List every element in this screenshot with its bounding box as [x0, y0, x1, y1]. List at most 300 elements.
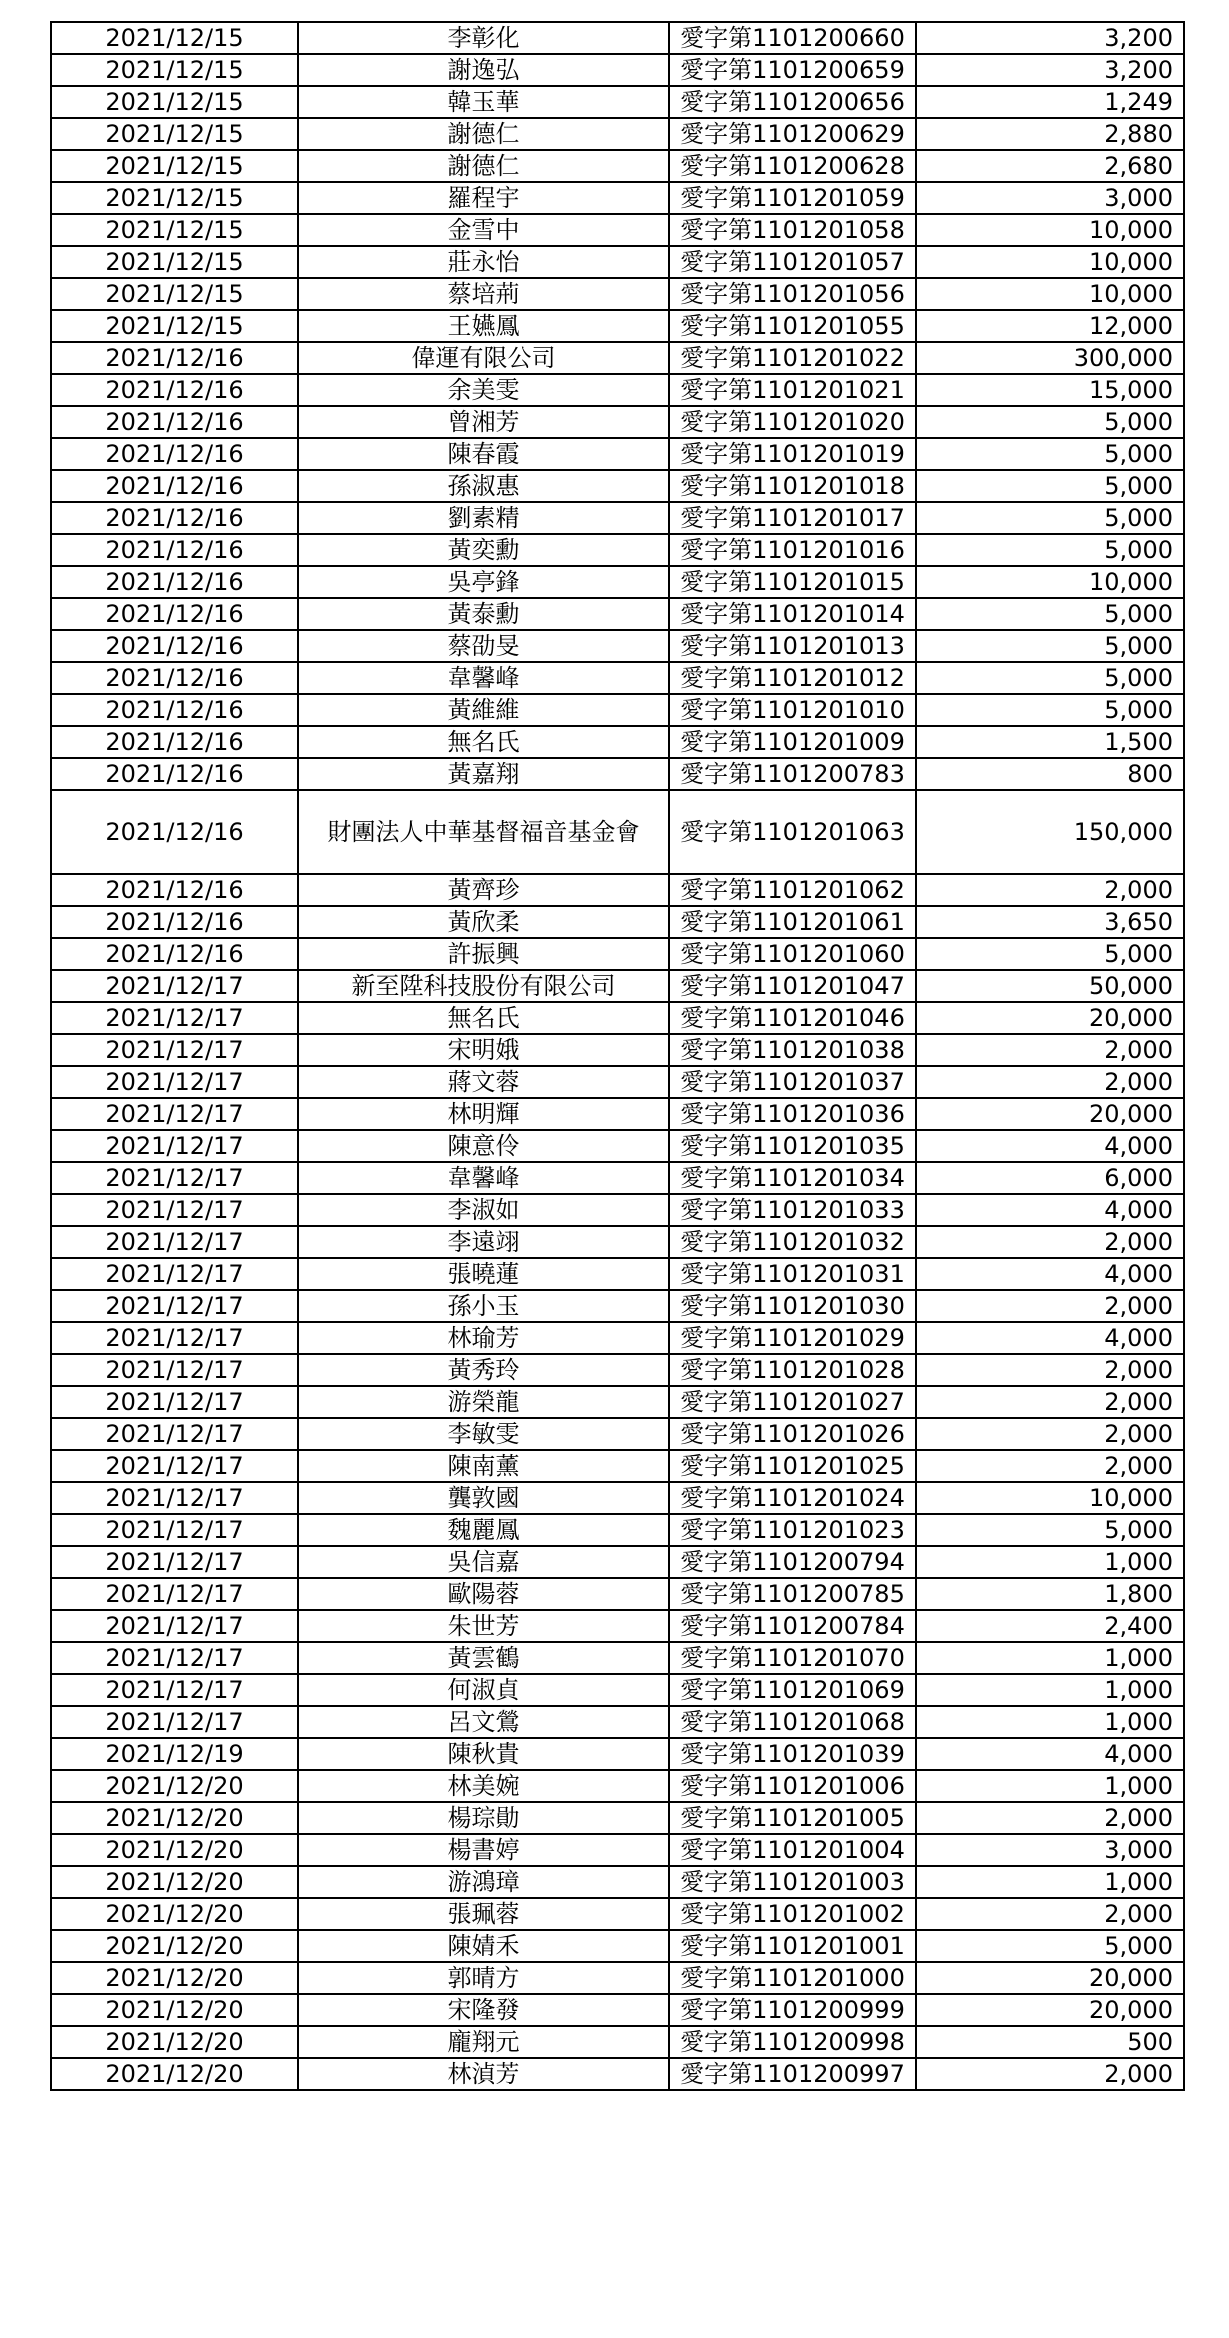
donor-name-cell: 朱世芳 — [298, 1610, 669, 1642]
receipt-number-cell: 愛字第1101201019 — [669, 438, 916, 470]
donor-name-cell: 吳亭鋒 — [298, 566, 669, 598]
donation-date-cell: 2021/12/15 — [51, 86, 298, 118]
donation-amount-cell: 1,000 — [916, 1674, 1184, 1706]
donor-name-cell: 黃泰勳 — [298, 598, 669, 630]
receipt-number-cell: 愛字第1101200660 — [669, 22, 916, 54]
donation-date-cell: 2021/12/15 — [51, 22, 298, 54]
table-row — [51, 278, 1184, 310]
donation-date-cell: 2021/12/20 — [51, 1898, 298, 1930]
donation-amount-cell: 5,000 — [916, 1930, 1184, 1962]
table-row — [51, 470, 1184, 502]
donation-amount-cell: 4,000 — [916, 1194, 1184, 1226]
donation-date-cell: 2021/12/17 — [51, 1034, 298, 1066]
table-row — [51, 1130, 1184, 1162]
donation-amount-cell: 10,000 — [916, 278, 1184, 310]
donation-date-cell: 2021/12/16 — [51, 342, 298, 374]
donation-amount-cell: 2,400 — [916, 1610, 1184, 1642]
table-row — [51, 1450, 1184, 1482]
table-row — [51, 662, 1184, 694]
donation-date-cell: 2021/12/20 — [51, 1834, 298, 1866]
table-row — [51, 1834, 1184, 1866]
donation-amount-cell: 5,000 — [916, 694, 1184, 726]
receipt-number-cell: 愛字第1101201039 — [669, 1738, 916, 1770]
donation-amount-cell: 3,000 — [916, 182, 1184, 214]
table-row — [51, 534, 1184, 566]
donation-amount-cell: 1,000 — [916, 1866, 1184, 1898]
donor-name-cell: 林美婉 — [298, 1770, 669, 1802]
donor-name-cell: 黃雲鶴 — [298, 1642, 669, 1674]
table-row — [51, 970, 1184, 1002]
receipt-number-cell: 愛字第1101201024 — [669, 1482, 916, 1514]
donation-amount-cell: 3,000 — [916, 1834, 1184, 1866]
donor-name-cell: 韓玉華 — [298, 86, 669, 118]
table-row — [51, 1258, 1184, 1290]
receipt-number-cell: 愛字第1101200785 — [669, 1578, 916, 1610]
receipt-number-cell: 愛字第1101201010 — [669, 694, 916, 726]
donor-name-cell: 偉運有限公司 — [298, 342, 669, 374]
table-row — [51, 150, 1184, 182]
donation-date-cell: 2021/12/15 — [51, 278, 298, 310]
donation-date-cell: 2021/12/17 — [51, 1642, 298, 1674]
donor-name-cell: 蔡培荊 — [298, 278, 669, 310]
table-row — [51, 1002, 1184, 1034]
donation-date-cell: 2021/12/17 — [51, 1226, 298, 1258]
donor-name-cell: 何淑貞 — [298, 1674, 669, 1706]
donor-name-cell: 莊永怡 — [298, 246, 669, 278]
donor-name-cell: 蔡劭旻 — [298, 630, 669, 662]
receipt-number-cell: 愛字第1101201035 — [669, 1130, 916, 1162]
donation-date-cell: 2021/12/17 — [51, 1130, 298, 1162]
table-row — [51, 182, 1184, 214]
donor-name-cell: 許振興 — [298, 938, 669, 970]
table-row — [51, 1642, 1184, 1674]
donation-amount-cell: 500 — [916, 2026, 1184, 2058]
table-row — [51, 54, 1184, 86]
donation-amount-cell: 2,000 — [916, 1290, 1184, 1322]
receipt-number-cell: 愛字第1101200783 — [669, 758, 916, 790]
donation-date-cell: 2021/12/16 — [51, 726, 298, 758]
donation-amount-cell: 5,000 — [916, 406, 1184, 438]
donation-date-cell: 2021/12/17 — [51, 1514, 298, 1546]
receipt-number-cell: 愛字第1101201001 — [669, 1930, 916, 1962]
table-row — [51, 1930, 1184, 1962]
donation-amount-cell: 5,000 — [916, 470, 1184, 502]
donation-amount-cell: 5,000 — [916, 938, 1184, 970]
receipt-number-cell: 愛字第1101201030 — [669, 1290, 916, 1322]
table-row — [51, 1418, 1184, 1450]
table-row — [51, 1322, 1184, 1354]
table-row — [51, 1290, 1184, 1322]
receipt-number-cell: 愛字第1101201069 — [669, 1674, 916, 1706]
receipt-number-cell: 愛字第1101201034 — [669, 1162, 916, 1194]
donor-name-cell: 曾湘芳 — [298, 406, 669, 438]
donor-name-cell: 黃欣柔 — [298, 906, 669, 938]
table-row — [51, 758, 1184, 790]
donor-name-cell: 余美雯 — [298, 374, 669, 406]
donation-table — [50, 21, 1185, 2091]
donation-date-cell: 2021/12/20 — [51, 1962, 298, 1994]
table-row — [51, 86, 1184, 118]
donation-amount-cell: 300,000 — [916, 342, 1184, 374]
donation-date-cell: 2021/12/17 — [51, 1418, 298, 1450]
table-row — [51, 1034, 1184, 1066]
donor-name-cell: 張珮蓉 — [298, 1898, 669, 1930]
donation-date-cell: 2021/12/16 — [51, 566, 298, 598]
table-row — [51, 374, 1184, 406]
donation-amount-cell: 4,000 — [916, 1738, 1184, 1770]
receipt-number-cell: 愛字第1101200794 — [669, 1546, 916, 1578]
receipt-number-cell: 愛字第1101201038 — [669, 1034, 916, 1066]
donor-name-cell: 呂文鶯 — [298, 1706, 669, 1738]
donation-date-cell: 2021/12/17 — [51, 1194, 298, 1226]
table-row — [51, 502, 1184, 534]
donation-amount-cell: 2,000 — [916, 2058, 1184, 2090]
donation-amount-cell: 20,000 — [916, 1002, 1184, 1034]
receipt-number-cell: 愛字第1101201032 — [669, 1226, 916, 1258]
donor-name-cell: 李敏雯 — [298, 1418, 669, 1450]
donation-date-cell: 2021/12/16 — [51, 630, 298, 662]
receipt-number-cell: 愛字第1101200784 — [669, 1610, 916, 1642]
donation-amount-cell: 50,000 — [916, 970, 1184, 1002]
donation-date-cell: 2021/12/16 — [51, 938, 298, 970]
donation-amount-cell: 4,000 — [916, 1258, 1184, 1290]
donation-amount-cell: 5,000 — [916, 502, 1184, 534]
table-row — [51, 438, 1184, 470]
donor-name-cell: 黃嘉翔 — [298, 758, 669, 790]
receipt-number-cell: 愛字第1101201000 — [669, 1962, 916, 1994]
receipt-number-cell: 愛字第1101201003 — [669, 1866, 916, 1898]
donation-amount-cell: 2,680 — [916, 150, 1184, 182]
donor-name-cell: 郭晴方 — [298, 1962, 669, 1994]
donor-name-cell: 孫小玉 — [298, 1290, 669, 1322]
donation-amount-cell: 1,500 — [916, 726, 1184, 758]
donor-name-cell: 張曉蓮 — [298, 1258, 669, 1290]
receipt-number-cell: 愛字第1101201036 — [669, 1098, 916, 1130]
donor-name-cell: 羅程宇 — [298, 182, 669, 214]
table-row — [51, 1898, 1184, 1930]
donation-table-body — [51, 22, 1184, 2090]
donor-name-cell: 楊書婷 — [298, 1834, 669, 1866]
table-row — [51, 1514, 1184, 1546]
table-row — [51, 1802, 1184, 1834]
donor-name-cell: 林湞芳 — [298, 2058, 669, 2090]
table-row — [51, 630, 1184, 662]
donation-amount-cell: 10,000 — [916, 566, 1184, 598]
donation-date-cell: 2021/12/19 — [51, 1738, 298, 1770]
donation-amount-cell: 20,000 — [916, 1962, 1184, 1994]
donation-amount-cell: 15,000 — [916, 374, 1184, 406]
donation-date-cell: 2021/12/20 — [51, 1994, 298, 2026]
receipt-number-cell: 愛字第1101201059 — [669, 182, 916, 214]
donation-date-cell: 2021/12/16 — [51, 470, 298, 502]
donor-name-cell: 林明輝 — [298, 1098, 669, 1130]
receipt-number-cell: 愛字第1101201015 — [669, 566, 916, 598]
donation-amount-cell: 20,000 — [916, 1098, 1184, 1130]
donor-name-cell: 無名氏 — [298, 1002, 669, 1034]
donation-amount-cell: 2,000 — [916, 1450, 1184, 1482]
donation-date-cell: 2021/12/16 — [51, 906, 298, 938]
receipt-number-cell: 愛字第1101201061 — [669, 906, 916, 938]
table-row — [51, 342, 1184, 374]
donor-name-cell: 黃秀玲 — [298, 1354, 669, 1386]
table-row — [51, 906, 1184, 938]
table-row — [51, 1578, 1184, 1610]
donor-name-cell: 孫淑惠 — [298, 470, 669, 502]
donation-amount-cell: 2,000 — [916, 874, 1184, 906]
table-row — [51, 726, 1184, 758]
donation-amount-cell: 3,200 — [916, 54, 1184, 86]
table-row — [51, 310, 1184, 342]
donation-date-cell: 2021/12/17 — [51, 970, 298, 1002]
donation-amount-cell: 150,000 — [916, 790, 1184, 874]
receipt-number-cell: 愛字第1101201005 — [669, 1802, 916, 1834]
donation-date-cell: 2021/12/16 — [51, 502, 298, 534]
receipt-number-cell: 愛字第1101201033 — [669, 1194, 916, 1226]
donation-amount-cell: 5,000 — [916, 630, 1184, 662]
donation-amount-cell: 2,000 — [916, 1066, 1184, 1098]
receipt-number-cell: 愛字第1101201025 — [669, 1450, 916, 1482]
donor-name-cell: 陳婧禾 — [298, 1930, 669, 1962]
donor-name-cell: 無名氏 — [298, 726, 669, 758]
receipt-number-cell: 愛字第1101201026 — [669, 1418, 916, 1450]
receipt-number-cell: 愛字第1101201018 — [669, 470, 916, 502]
donor-name-cell: 李遠翊 — [298, 1226, 669, 1258]
donation-date-cell: 2021/12/17 — [51, 1578, 298, 1610]
donation-amount-cell: 5,000 — [916, 662, 1184, 694]
donation-amount-cell: 1,000 — [916, 1706, 1184, 1738]
donation-amount-cell: 2,000 — [916, 1802, 1184, 1834]
donation-date-cell: 2021/12/17 — [51, 1546, 298, 1578]
donation-date-cell: 2021/12/16 — [51, 438, 298, 470]
donation-date-cell: 2021/12/17 — [51, 1354, 298, 1386]
receipt-number-cell: 愛字第1101201022 — [669, 342, 916, 374]
donor-name-cell: 陳秋貴 — [298, 1738, 669, 1770]
donation-date-cell: 2021/12/20 — [51, 2026, 298, 2058]
table-row — [51, 874, 1184, 906]
donation-date-cell: 2021/12/15 — [51, 150, 298, 182]
donation-date-cell: 2021/12/17 — [51, 1002, 298, 1034]
donation-amount-cell: 10,000 — [916, 1482, 1184, 1514]
donation-date-cell: 2021/12/20 — [51, 1770, 298, 1802]
donor-name-cell: 黃奕勳 — [298, 534, 669, 566]
donation-date-cell: 2021/12/15 — [51, 310, 298, 342]
table-row — [51, 790, 1184, 874]
donor-name-cell: 楊琮勛 — [298, 1802, 669, 1834]
receipt-number-cell: 愛字第1101201068 — [669, 1706, 916, 1738]
donation-date-cell: 2021/12/16 — [51, 662, 298, 694]
donation-date-cell: 2021/12/16 — [51, 406, 298, 438]
donation-date-cell: 2021/12/15 — [51, 182, 298, 214]
receipt-number-cell: 愛字第1101201021 — [669, 374, 916, 406]
receipt-number-cell: 愛字第1101201063 — [669, 790, 916, 874]
donation-amount-cell: 4,000 — [916, 1322, 1184, 1354]
receipt-number-cell: 愛字第1101201020 — [669, 406, 916, 438]
donor-name-cell: 游鴻璋 — [298, 1866, 669, 1898]
donor-name-cell: 李彰化 — [298, 22, 669, 54]
receipt-number-cell: 愛字第1101201058 — [669, 214, 916, 246]
donation-date-cell: 2021/12/20 — [51, 1866, 298, 1898]
table-row — [51, 2058, 1184, 2090]
donation-amount-cell: 3,650 — [916, 906, 1184, 938]
donor-name-cell: 蔣文蓉 — [298, 1066, 669, 1098]
donation-amount-cell: 6,000 — [916, 1162, 1184, 1194]
table-row — [51, 1770, 1184, 1802]
donor-name-cell: 劉素精 — [298, 502, 669, 534]
table-row — [51, 1962, 1184, 1994]
donor-name-cell: 金雪中 — [298, 214, 669, 246]
receipt-number-cell: 愛字第1101201062 — [669, 874, 916, 906]
donation-amount-cell: 3,200 — [916, 22, 1184, 54]
receipt-number-cell: 愛字第1101200656 — [669, 86, 916, 118]
donor-name-cell: 宋隆發 — [298, 1994, 669, 2026]
table-row — [51, 1194, 1184, 1226]
donation-amount-cell: 2,880 — [916, 118, 1184, 150]
table-row — [51, 1706, 1184, 1738]
donation-amount-cell: 5,000 — [916, 534, 1184, 566]
receipt-number-cell: 愛字第1101201023 — [669, 1514, 916, 1546]
donation-date-cell: 2021/12/15 — [51, 214, 298, 246]
receipt-number-cell: 愛字第1101201028 — [669, 1354, 916, 1386]
donation-date-cell: 2021/12/15 — [51, 54, 298, 86]
donor-name-cell: 陳南薰 — [298, 1450, 669, 1482]
donor-name-cell: 陳意伶 — [298, 1130, 669, 1162]
donation-date-cell: 2021/12/15 — [51, 246, 298, 278]
donor-name-cell: 謝逸弘 — [298, 54, 669, 86]
table-row — [51, 1386, 1184, 1418]
donor-name-cell: 黃維維 — [298, 694, 669, 726]
donation-date-cell: 2021/12/16 — [51, 534, 298, 566]
donation-date-cell: 2021/12/17 — [51, 1066, 298, 1098]
donation-amount-cell: 5,000 — [916, 438, 1184, 470]
donation-date-cell: 2021/12/16 — [51, 758, 298, 790]
receipt-number-cell: 愛字第1101201056 — [669, 278, 916, 310]
table-row — [51, 246, 1184, 278]
donor-name-cell: 李淑如 — [298, 1194, 669, 1226]
donor-name-cell: 歐陽蓉 — [298, 1578, 669, 1610]
receipt-number-cell: 愛字第1101201057 — [669, 246, 916, 278]
donor-name-cell: 林瑜芳 — [298, 1322, 669, 1354]
donation-amount-cell: 2,000 — [916, 1898, 1184, 1930]
table-row — [51, 938, 1184, 970]
donor-name-cell: 陳春霞 — [298, 438, 669, 470]
donation-amount-cell: 20,000 — [916, 1994, 1184, 2026]
donation-amount-cell: 800 — [916, 758, 1184, 790]
donation-date-cell: 2021/12/17 — [51, 1706, 298, 1738]
donor-name-cell: 龔敦國 — [298, 1482, 669, 1514]
donation-date-cell: 2021/12/17 — [51, 1290, 298, 1322]
donor-name-cell: 財團法人中華基督福音基金會 — [298, 790, 669, 874]
receipt-number-cell: 愛字第1101201009 — [669, 726, 916, 758]
receipt-number-cell: 愛字第1101201002 — [669, 1898, 916, 1930]
donor-name-cell: 龐翔元 — [298, 2026, 669, 2058]
donation-amount-cell: 2,000 — [916, 1226, 1184, 1258]
donation-date-cell: 2021/12/17 — [51, 1482, 298, 1514]
table-row — [51, 1546, 1184, 1578]
donor-name-cell: 宋明娥 — [298, 1034, 669, 1066]
donation-amount-cell: 4,000 — [916, 1130, 1184, 1162]
donation-amount-cell: 1,000 — [916, 1546, 1184, 1578]
donor-name-cell: 吳信嘉 — [298, 1546, 669, 1578]
table-row — [51, 406, 1184, 438]
donation-date-cell: 2021/12/20 — [51, 1802, 298, 1834]
receipt-number-cell: 愛字第1101200998 — [669, 2026, 916, 2058]
donor-name-cell: 王嬿鳳 — [298, 310, 669, 342]
donation-date-cell: 2021/12/17 — [51, 1450, 298, 1482]
donor-name-cell: 韋馨峰 — [298, 662, 669, 694]
donation-date-cell: 2021/12/17 — [51, 1322, 298, 1354]
table-row — [51, 1482, 1184, 1514]
table-row — [51, 1226, 1184, 1258]
donation-amount-cell: 12,000 — [916, 310, 1184, 342]
donation-date-cell: 2021/12/16 — [51, 694, 298, 726]
receipt-number-cell: 愛字第1101201027 — [669, 1386, 916, 1418]
receipt-number-cell: 愛字第1101201029 — [669, 1322, 916, 1354]
table-row — [51, 22, 1184, 54]
table-row — [51, 1354, 1184, 1386]
donation-date-cell: 2021/12/16 — [51, 598, 298, 630]
table-row — [51, 694, 1184, 726]
table-row — [51, 1098, 1184, 1130]
donation-amount-cell: 10,000 — [916, 214, 1184, 246]
donation-amount-cell: 2,000 — [916, 1386, 1184, 1418]
table-row — [51, 214, 1184, 246]
receipt-number-cell: 愛字第1101201004 — [669, 1834, 916, 1866]
receipt-number-cell: 愛字第1101201006 — [669, 1770, 916, 1802]
table-row — [51, 1738, 1184, 1770]
donation-amount-cell: 1,249 — [916, 86, 1184, 118]
table-row — [51, 1610, 1184, 1642]
table-row — [51, 118, 1184, 150]
receipt-number-cell: 愛字第1101200629 — [669, 118, 916, 150]
receipt-number-cell: 愛字第1101201013 — [669, 630, 916, 662]
donation-amount-cell: 1,800 — [916, 1578, 1184, 1610]
donation-date-cell: 2021/12/16 — [51, 790, 298, 874]
table-row — [51, 2026, 1184, 2058]
donor-name-cell: 魏麗鳳 — [298, 1514, 669, 1546]
donation-date-cell: 2021/12/20 — [51, 1930, 298, 1962]
donation-date-cell: 2021/12/17 — [51, 1098, 298, 1130]
donation-date-cell: 2021/12/17 — [51, 1386, 298, 1418]
receipt-number-cell: 愛字第1101201046 — [669, 1002, 916, 1034]
donation-amount-cell: 2,000 — [916, 1034, 1184, 1066]
donation-amount-cell: 5,000 — [916, 1514, 1184, 1546]
table-row — [51, 598, 1184, 630]
table-row — [51, 1866, 1184, 1898]
donation-amount-cell: 10,000 — [916, 246, 1184, 278]
donor-name-cell: 新至陞科技股份有限公司 — [298, 970, 669, 1002]
receipt-number-cell: 愛字第1101200999 — [669, 1994, 916, 2026]
donation-date-cell: 2021/12/17 — [51, 1610, 298, 1642]
receipt-number-cell: 愛字第1101201070 — [669, 1642, 916, 1674]
donation-amount-cell: 5,000 — [916, 598, 1184, 630]
donation-date-cell: 2021/12/15 — [51, 118, 298, 150]
table-row — [51, 1994, 1184, 2026]
donation-date-cell: 2021/12/17 — [51, 1674, 298, 1706]
donation-date-cell: 2021/12/20 — [51, 2058, 298, 2090]
donation-date-cell: 2021/12/16 — [51, 874, 298, 906]
donor-name-cell: 謝德仁 — [298, 118, 669, 150]
donor-name-cell: 黃齊珍 — [298, 874, 669, 906]
receipt-number-cell: 愛字第1101201037 — [669, 1066, 916, 1098]
table-row — [51, 566, 1184, 598]
donor-name-cell: 謝德仁 — [298, 150, 669, 182]
receipt-number-cell: 愛字第1101201017 — [669, 502, 916, 534]
table-row — [51, 1066, 1184, 1098]
receipt-number-cell: 愛字第1101201060 — [669, 938, 916, 970]
donor-name-cell: 韋馨峰 — [298, 1162, 669, 1194]
receipt-number-cell: 愛字第1101201055 — [669, 310, 916, 342]
receipt-number-cell: 愛字第1101201047 — [669, 970, 916, 1002]
